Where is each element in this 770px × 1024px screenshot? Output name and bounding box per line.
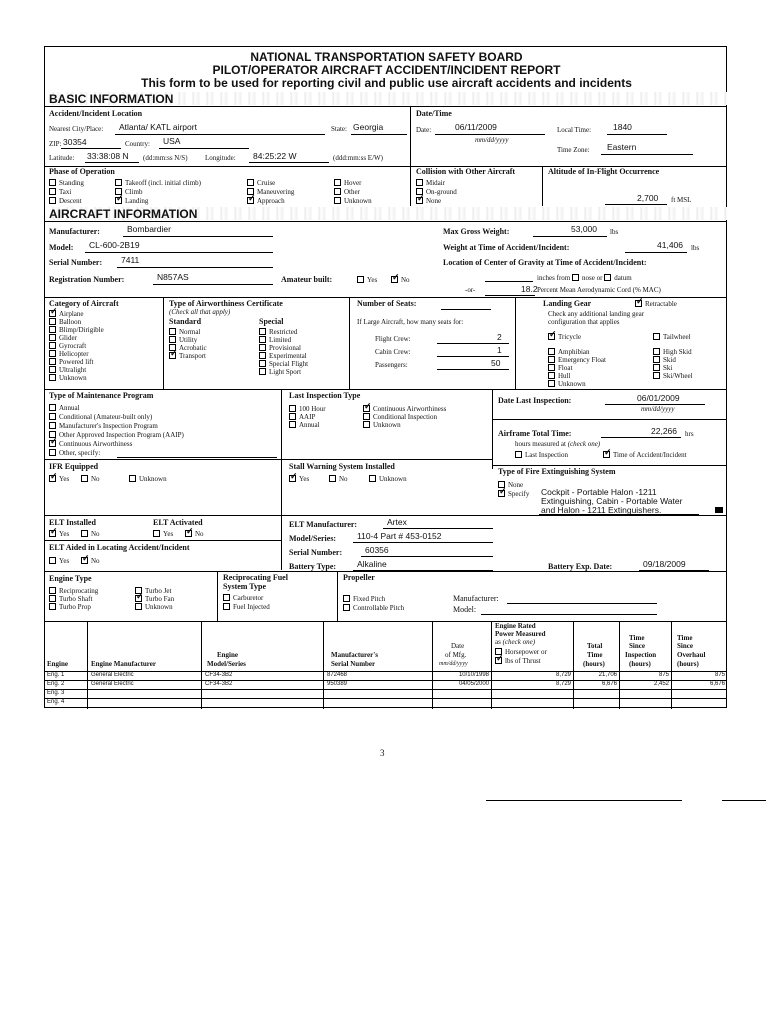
- col-engine: Engine: [47, 660, 69, 668]
- engine-row-2-total[interactable]: 6,676: [601, 681, 617, 687]
- col-manufacturer: Engine Manufacturer: [91, 660, 157, 668]
- datetime-title: Date/Time: [416, 109, 452, 118]
- gear-high-skid[interactable]: High Skid: [653, 348, 692, 357]
- footer-rule-2: [722, 800, 766, 801]
- engine-row-2-power[interactable]: 8,729: [555, 681, 571, 687]
- weight-time-unit: lbs: [691, 244, 700, 252]
- phase-descent[interactable]: Descent: [49, 197, 82, 206]
- col-date-2: of Mfg.: [445, 651, 467, 659]
- elt-battery-label: Battery Type:: [289, 562, 337, 571]
- fire-none[interactable]: None: [498, 481, 523, 490]
- standard-transport[interactable]: ✓Transport: [169, 352, 206, 361]
- category-blimp[interactable]: Blimp/Dirigible: [49, 326, 104, 335]
- gear-ski[interactable]: Ski: [653, 364, 672, 373]
- state-label: State:: [331, 125, 347, 133]
- elt-battery-exp-value[interactable]: 09/18/2009: [643, 559, 686, 569]
- max-gross-label: Max Gross Weight:: [443, 227, 510, 236]
- cg-mac-label: Percent Mean Aerodynamic Cord (% MAC): [537, 286, 661, 294]
- col-total-3: (hours): [583, 660, 605, 668]
- engine-row-1-serial[interactable]: 872468: [327, 672, 348, 678]
- collision-midair[interactable]: Midair: [416, 179, 445, 188]
- weight-time-value[interactable]: 41,406: [657, 240, 683, 250]
- altitude-title: Altitude of In-Flight Occurrence: [548, 167, 660, 176]
- standard-normal[interactable]: Normal: [169, 328, 200, 337]
- cg-mac-value[interactable]: 18.2: [521, 284, 538, 294]
- date-format: mm/dd/yyyy: [475, 136, 509, 144]
- gear-note-2: configuration that applies: [548, 318, 620, 326]
- fire-line-3[interactable]: and Halon - 1211 Extinguishers.: [541, 505, 662, 515]
- engine-row-2-date[interactable]: 04/05/2000: [458, 681, 489, 687]
- elt-manufacturer-value[interactable]: Artex: [387, 517, 407, 527]
- special-experimental[interactable]: Experimental: [259, 352, 307, 361]
- elt-serial-value[interactable]: 60356: [365, 545, 389, 555]
- insp-unknown[interactable]: Unknown: [363, 421, 401, 430]
- engine-type-turbo-prop[interactable]: Turbo Prop: [49, 603, 91, 612]
- engine-type-reciprocating[interactable]: Reciprocating: [49, 587, 98, 596]
- elt-aided-no[interactable]: ✓ No: [81, 557, 100, 566]
- engine-row-1-overhaul[interactable]: 875: [714, 672, 725, 678]
- insp-continuous[interactable]: ✓Continuous Airworthiness: [363, 405, 446, 414]
- col-model-1: Engine: [217, 651, 239, 659]
- category-ultralight[interactable]: Ultralight: [49, 366, 86, 375]
- cert-note: (Check all that apply): [169, 308, 231, 316]
- latitude-value[interactable]: 33:38:08 N: [87, 151, 129, 161]
- airframe-unit: hrs: [685, 430, 694, 438]
- engine-table: [45, 621, 728, 709]
- aircraft-section-bar: [46, 207, 727, 220]
- col-ovh-1: Time: [677, 634, 693, 642]
- col-power-1: Engine Rated: [495, 622, 536, 630]
- special-special-flight[interactable]: Special Flight: [259, 360, 308, 369]
- phase-maneuvering[interactable]: Maneuvering: [247, 188, 294, 197]
- elt-model-label: Model/Series:: [289, 534, 337, 543]
- max-gross-unit: lbs: [610, 228, 619, 236]
- scroll-marker-icon: [715, 507, 723, 513]
- category-glider[interactable]: Glider: [49, 334, 77, 343]
- amateur-yes[interactable]: Yes: [357, 276, 377, 285]
- elt-model-value[interactable]: 110-4 Part # 453-0152: [357, 531, 442, 541]
- engine-row-1-date[interactable]: 10/10/1998: [458, 672, 489, 678]
- insp-aaip[interactable]: AAIP: [289, 413, 315, 422]
- category-gyrocraft[interactable]: Gyrocraft: [49, 342, 86, 351]
- gear-amphibian[interactable]: Amphibian: [548, 348, 590, 357]
- elt-aided-yes[interactable]: Yes: [49, 557, 69, 566]
- engine-type-turbo-fan[interactable]: ✓Turbo Fan: [135, 595, 174, 604]
- cabin-crew-label: Cabin Crew:: [375, 348, 411, 356]
- stall-yes[interactable]: ✓Yes: [289, 475, 309, 484]
- manufacturer-label: Manufacturer:: [49, 227, 100, 236]
- phase-other[interactable]: Other: [334, 188, 360, 197]
- weight-time-label: Weight at Time of Accident/Incident:: [443, 243, 570, 252]
- manufacturer-value[interactable]: Bombardier: [127, 224, 171, 234]
- special-limited[interactable]: Limited: [259, 336, 291, 345]
- category-unknown[interactable]: Unknown: [49, 374, 87, 383]
- gear-ski-wheel[interactable]: Ski/Wheel: [653, 372, 693, 381]
- engine-type-title: Engine Type: [49, 574, 92, 583]
- engine-row-2-engine: Eng. 2: [47, 681, 65, 687]
- report-form: [44, 46, 727, 708]
- gear-skid[interactable]: Skid: [653, 356, 676, 365]
- model-label: Model:: [49, 243, 74, 252]
- gear-title: Landing Gear: [543, 299, 592, 308]
- local-time-label: Local Time:: [557, 126, 592, 134]
- col-power-lbs[interactable]: ✓lbs of Thrust: [495, 657, 541, 666]
- engine-row-1-model[interactable]: CF34-3B2: [205, 672, 233, 678]
- standard-acrobatic[interactable]: Acrobatic: [169, 344, 207, 353]
- gear-emergency-float[interactable]: Emergency Float: [548, 356, 606, 365]
- engine-row-1-power[interactable]: 8,729: [555, 672, 571, 678]
- col-serial-1: Manufacturer's: [331, 651, 378, 659]
- gear-unknown[interactable]: Unknown: [548, 380, 586, 389]
- maint-annual[interactable]: Annual: [49, 404, 80, 413]
- serial-label: Serial Number:: [49, 258, 103, 267]
- registration-value[interactable]: N857AS: [157, 272, 189, 282]
- special-light-sport[interactable]: Light Sport: [259, 368, 301, 377]
- location-title: Accident/Incident Location: [49, 109, 143, 118]
- gear-float[interactable]: Float: [548, 364, 572, 373]
- standard-label: Standard: [169, 317, 202, 326]
- phase-hover[interactable]: Hover: [334, 179, 362, 188]
- amateur-no[interactable]: ✓ No: [391, 276, 410, 285]
- category-airplane[interactable]: ✓Airplane: [49, 310, 84, 319]
- prop-model-label: Model:: [453, 605, 477, 614]
- special-provisional[interactable]: Provisional: [259, 344, 301, 353]
- flight-crew-value[interactable]: 2: [497, 332, 502, 342]
- phase-taxi[interactable]: Taxi: [49, 188, 71, 197]
- engine-row-4-engine: Eng. 4: [47, 699, 65, 705]
- city-value[interactable]: Atlanta/ KATL airport: [119, 122, 197, 132]
- fire-line-1[interactable]: Cockpit - Portable Halon -1211: [541, 487, 657, 497]
- phase-landing[interactable]: ✓Landing: [115, 197, 148, 206]
- date-label: Date:: [416, 126, 432, 134]
- special-restricted[interactable]: Restricted: [259, 328, 297, 337]
- altitude-unit: ft MSL: [671, 196, 692, 204]
- seats-title: Number of Seats:: [357, 299, 417, 308]
- engine-row-2-serial[interactable]: 950389: [327, 681, 348, 687]
- col-total-2: Time: [587, 651, 603, 659]
- col-date-3: mm/dd/yyyy: [439, 661, 468, 667]
- collision-none[interactable]: ✓None: [416, 197, 441, 206]
- last-inspection-label: Date Last Inspection:: [498, 396, 572, 405]
- max-gross-value[interactable]: 53,000: [571, 224, 597, 234]
- phase-title: Phase of Operation: [49, 167, 115, 176]
- engine-type-turbo-jet[interactable]: Turbo Jet: [135, 587, 171, 596]
- engine-row-1-engine: Eng. 1: [47, 672, 65, 678]
- maint-other[interactable]: Other, specify:: [49, 449, 100, 458]
- latitude-label: Latitude:: [49, 154, 75, 162]
- category-balloon[interactable]: Balloon: [49, 318, 81, 327]
- hours-time-accident[interactable]: ✓ Time of Accident/Incident: [603, 451, 687, 460]
- basic-section-bar: [46, 92, 727, 105]
- elt-battery-exp-label: Battery Exp. Date:: [548, 562, 613, 571]
- model-value[interactable]: CL-600-2B19: [89, 240, 140, 250]
- passengers-value[interactable]: 50: [491, 358, 501, 368]
- col-total-1: Total: [587, 642, 603, 650]
- engine-type-turbo-shaft[interactable]: Turbo Shaft: [49, 595, 92, 604]
- header-line-1: NATIONAL TRANSPORTATION SAFETY BOARD: [250, 50, 523, 64]
- col-insp-4: (hours): [629, 660, 651, 668]
- propeller-title: Propeller: [343, 573, 375, 582]
- country-value[interactable]: USA: [163, 136, 181, 146]
- phase-climb[interactable]: Climb: [115, 188, 143, 197]
- passengers-label: Passengers:: [375, 361, 408, 369]
- inspection-title: Last Inspection Type: [289, 391, 361, 400]
- zip-value[interactable]: 30354: [63, 137, 87, 147]
- prop-controllable-pitch[interactable]: Controllable Pitch: [343, 604, 404, 613]
- engine-type-unknown[interactable]: Unknown: [135, 603, 173, 612]
- gear-retractable[interactable]: ✓ Retractable: [635, 300, 677, 309]
- col-insp-1: Time: [629, 634, 645, 642]
- phase-cruise[interactable]: Cruise: [247, 179, 275, 188]
- phase-unknown[interactable]: Unknown: [334, 197, 372, 206]
- elt-battery-value[interactable]: Alkaline: [357, 559, 387, 569]
- elt-installed-title: ELT Installed: [49, 518, 96, 527]
- col-ovh-2: Since: [677, 642, 693, 650]
- cg-label: Location of Center of Gravity at Time of Accident/Incident:: [443, 258, 647, 267]
- col-power-2: Power Measured: [495, 630, 546, 638]
- col-serial-2: Serial Number: [331, 660, 376, 668]
- elt-activated-title: ELT Activated: [153, 518, 203, 527]
- col-ovh-3: Overhaul: [677, 651, 706, 659]
- col-insp-3: Inspection: [625, 651, 657, 659]
- header-line-2: PILOT/OPERATOR AIRCRAFT ACCIDENT/INCIDENT REPORT: [212, 63, 561, 77]
- state-value[interactable]: Georgia: [353, 122, 384, 132]
- long-format: (ddd:mm:ss E/W): [333, 154, 383, 162]
- elt-activated-no[interactable]: ✓ No: [185, 530, 204, 539]
- ifr-unknown[interactable]: Unknown: [129, 475, 167, 484]
- standard-utility[interactable]: Utility: [169, 336, 197, 345]
- zip-label: ZIP:: [49, 140, 62, 148]
- fire-title: Type of Fire Extinguishing System: [498, 467, 616, 476]
- collision-on-ground[interactable]: On-ground: [416, 188, 457, 197]
- gear-tricycle[interactable]: ✓Tricycle: [548, 333, 581, 342]
- airframe-value[interactable]: 22,266: [651, 426, 677, 436]
- engine-row-2-overhaul[interactable]: 6,676: [709, 681, 725, 687]
- gear-note-1: Check any additional landing gear: [548, 310, 645, 318]
- col-model-2: Model/Series: [207, 660, 246, 668]
- engine-row-2-model[interactable]: CF34-3B2: [205, 681, 233, 687]
- maint-conditional[interactable]: Conditional (Amateur-built only): [49, 413, 152, 422]
- ifr-no[interactable]: No: [81, 475, 100, 484]
- elt-installed-no[interactable]: No: [81, 530, 100, 539]
- date-value[interactable]: 06/11/2009: [455, 122, 497, 132]
- stall-no[interactable]: No: [329, 475, 348, 484]
- lat-format: (dd:mm:ss N/S): [143, 154, 188, 162]
- maint-manufacturer[interactable]: Manufacturer's Inspection Program: [49, 422, 158, 431]
- stall-unknown[interactable]: Unknown: [369, 475, 407, 484]
- basic-section-title: BASIC INFORMATION: [49, 92, 174, 106]
- cg-or: -or-: [465, 286, 476, 294]
- col-ovh-4: (hours): [677, 660, 699, 668]
- phase-standing[interactable]: Standing: [49, 179, 84, 188]
- elt-manufacturer-label: ELT Manufacturer:: [289, 520, 358, 529]
- local-time-value[interactable]: 1840: [613, 122, 632, 132]
- prop-manufacturer-label: Manufacturer:: [453, 594, 499, 603]
- last-inspection-format: mm/dd/yyyy: [641, 405, 675, 413]
- category-helicopter[interactable]: Helicopter: [49, 350, 89, 359]
- maint-continuous[interactable]: ✓Continuous Airworthiness: [49, 440, 132, 449]
- insp-conditional[interactable]: Conditional Inspection: [363, 413, 437, 422]
- col-power-3: as (check one): [495, 638, 536, 646]
- col-insp-2: Since: [629, 642, 645, 650]
- fire-line-2[interactable]: Extinguishing, Cabin - Portable Water: [541, 496, 683, 506]
- amateur-label: Amateur built:: [281, 275, 333, 284]
- altitude-value[interactable]: 2,700: [637, 193, 659, 203]
- gear-tailwheel[interactable]: Tailwheel: [653, 333, 691, 342]
- gear-hull[interactable]: Hull: [548, 372, 570, 381]
- recip-fuel-title-2: System Type: [223, 582, 267, 591]
- serial-value[interactable]: 7411: [121, 255, 140, 265]
- page-number: 3: [380, 748, 385, 758]
- last-inspection-value[interactable]: 06/01/2009: [637, 393, 680, 403]
- engine-row-1-inspection[interactable]: 875: [658, 672, 669, 678]
- airframe-label: Airframe Total Time:: [498, 429, 572, 438]
- special-label: Special: [259, 317, 284, 326]
- phase-takeoff[interactable]: Takeoff (incl. initial climb): [115, 179, 201, 188]
- city-label: Nearest City/Place:: [49, 125, 104, 133]
- elt-installed-yes[interactable]: ✓Yes: [49, 530, 69, 539]
- insp-100-hour[interactable]: 100 Hour: [289, 405, 326, 414]
- engine-row-2-manufacturer[interactable]: General Electric: [91, 681, 134, 687]
- recip-fuel-injected[interactable]: Fuel Injected: [223, 603, 270, 612]
- seats-note: If Large Aircraft, how many seats for:: [357, 318, 464, 326]
- insp-annual[interactable]: Annual: [289, 421, 320, 430]
- maint-program-title: Type of Maintenance Program: [49, 391, 154, 400]
- cabin-crew-value[interactable]: 1: [497, 345, 502, 355]
- registration-label: Registration Number:: [49, 275, 125, 284]
- prop-fixed-pitch[interactable]: Fixed Pitch: [343, 595, 385, 604]
- engine-row-1-total[interactable]: 21,706: [598, 672, 617, 678]
- elt-serial-label: Serial Number:: [289, 548, 343, 557]
- longitude-label: Longitude:: [205, 154, 236, 162]
- flight-crew-label: Flight Crew:: [375, 335, 411, 343]
- engine-row-2-inspection[interactable]: 2,452: [653, 681, 669, 687]
- hours-measured: hours measured at (check one): [515, 440, 601, 448]
- country-label: Country:: [125, 140, 150, 148]
- time-zone-value[interactable]: Eastern: [607, 142, 637, 152]
- category-title: Category of Aircraft: [49, 299, 119, 308]
- ifr-title: IFR Equipped: [49, 462, 99, 471]
- header-line-3: This form to be used for reporting civil and public use aircraft accidents and incidents: [141, 76, 632, 90]
- engine-row-3-engine: Eng. 3: [47, 690, 65, 696]
- collision-title: Collision with Other Aircraft: [416, 167, 516, 176]
- elt-activated-yes[interactable]: Yes: [153, 530, 173, 539]
- engine-row-1-manufacturer[interactable]: General Electric: [91, 672, 134, 678]
- elt-aided-title: ELT Aided in Locating Accident/Incident: [49, 543, 190, 552]
- fire-specify[interactable]: ✓Specify: [498, 490, 529, 499]
- phase-approach[interactable]: ✓Approach: [247, 197, 285, 206]
- time-zone-label: Time Zone:: [557, 146, 590, 154]
- footer-rule-1: [486, 800, 682, 801]
- recip-carburetor[interactable]: Carburetor: [223, 594, 263, 603]
- recip-fuel-title-1: Reciprocating Fuel: [223, 573, 288, 582]
- longitude-value[interactable]: 84:25:22 W: [253, 151, 297, 161]
- ifr-yes[interactable]: ✓Yes: [49, 475, 69, 484]
- stall-title: Stall Warning System Installed: [289, 462, 395, 471]
- col-power-hp[interactable]: Horsepower or: [495, 648, 547, 657]
- hours-last-inspection[interactable]: Last Inspection: [515, 451, 568, 460]
- category-powered-lift[interactable]: Powered lift: [49, 358, 93, 367]
- cg-inches: inches from nose or datum: [537, 274, 632, 282]
- aircraft-section-title: AIRCRAFT INFORMATION: [49, 207, 198, 221]
- cert-title: Type of Airworthiness Certificate: [169, 299, 283, 308]
- maint-aaip[interactable]: Other Approved Inspection Program (AAIP): [49, 431, 184, 440]
- col-date-1: Date: [451, 642, 465, 650]
